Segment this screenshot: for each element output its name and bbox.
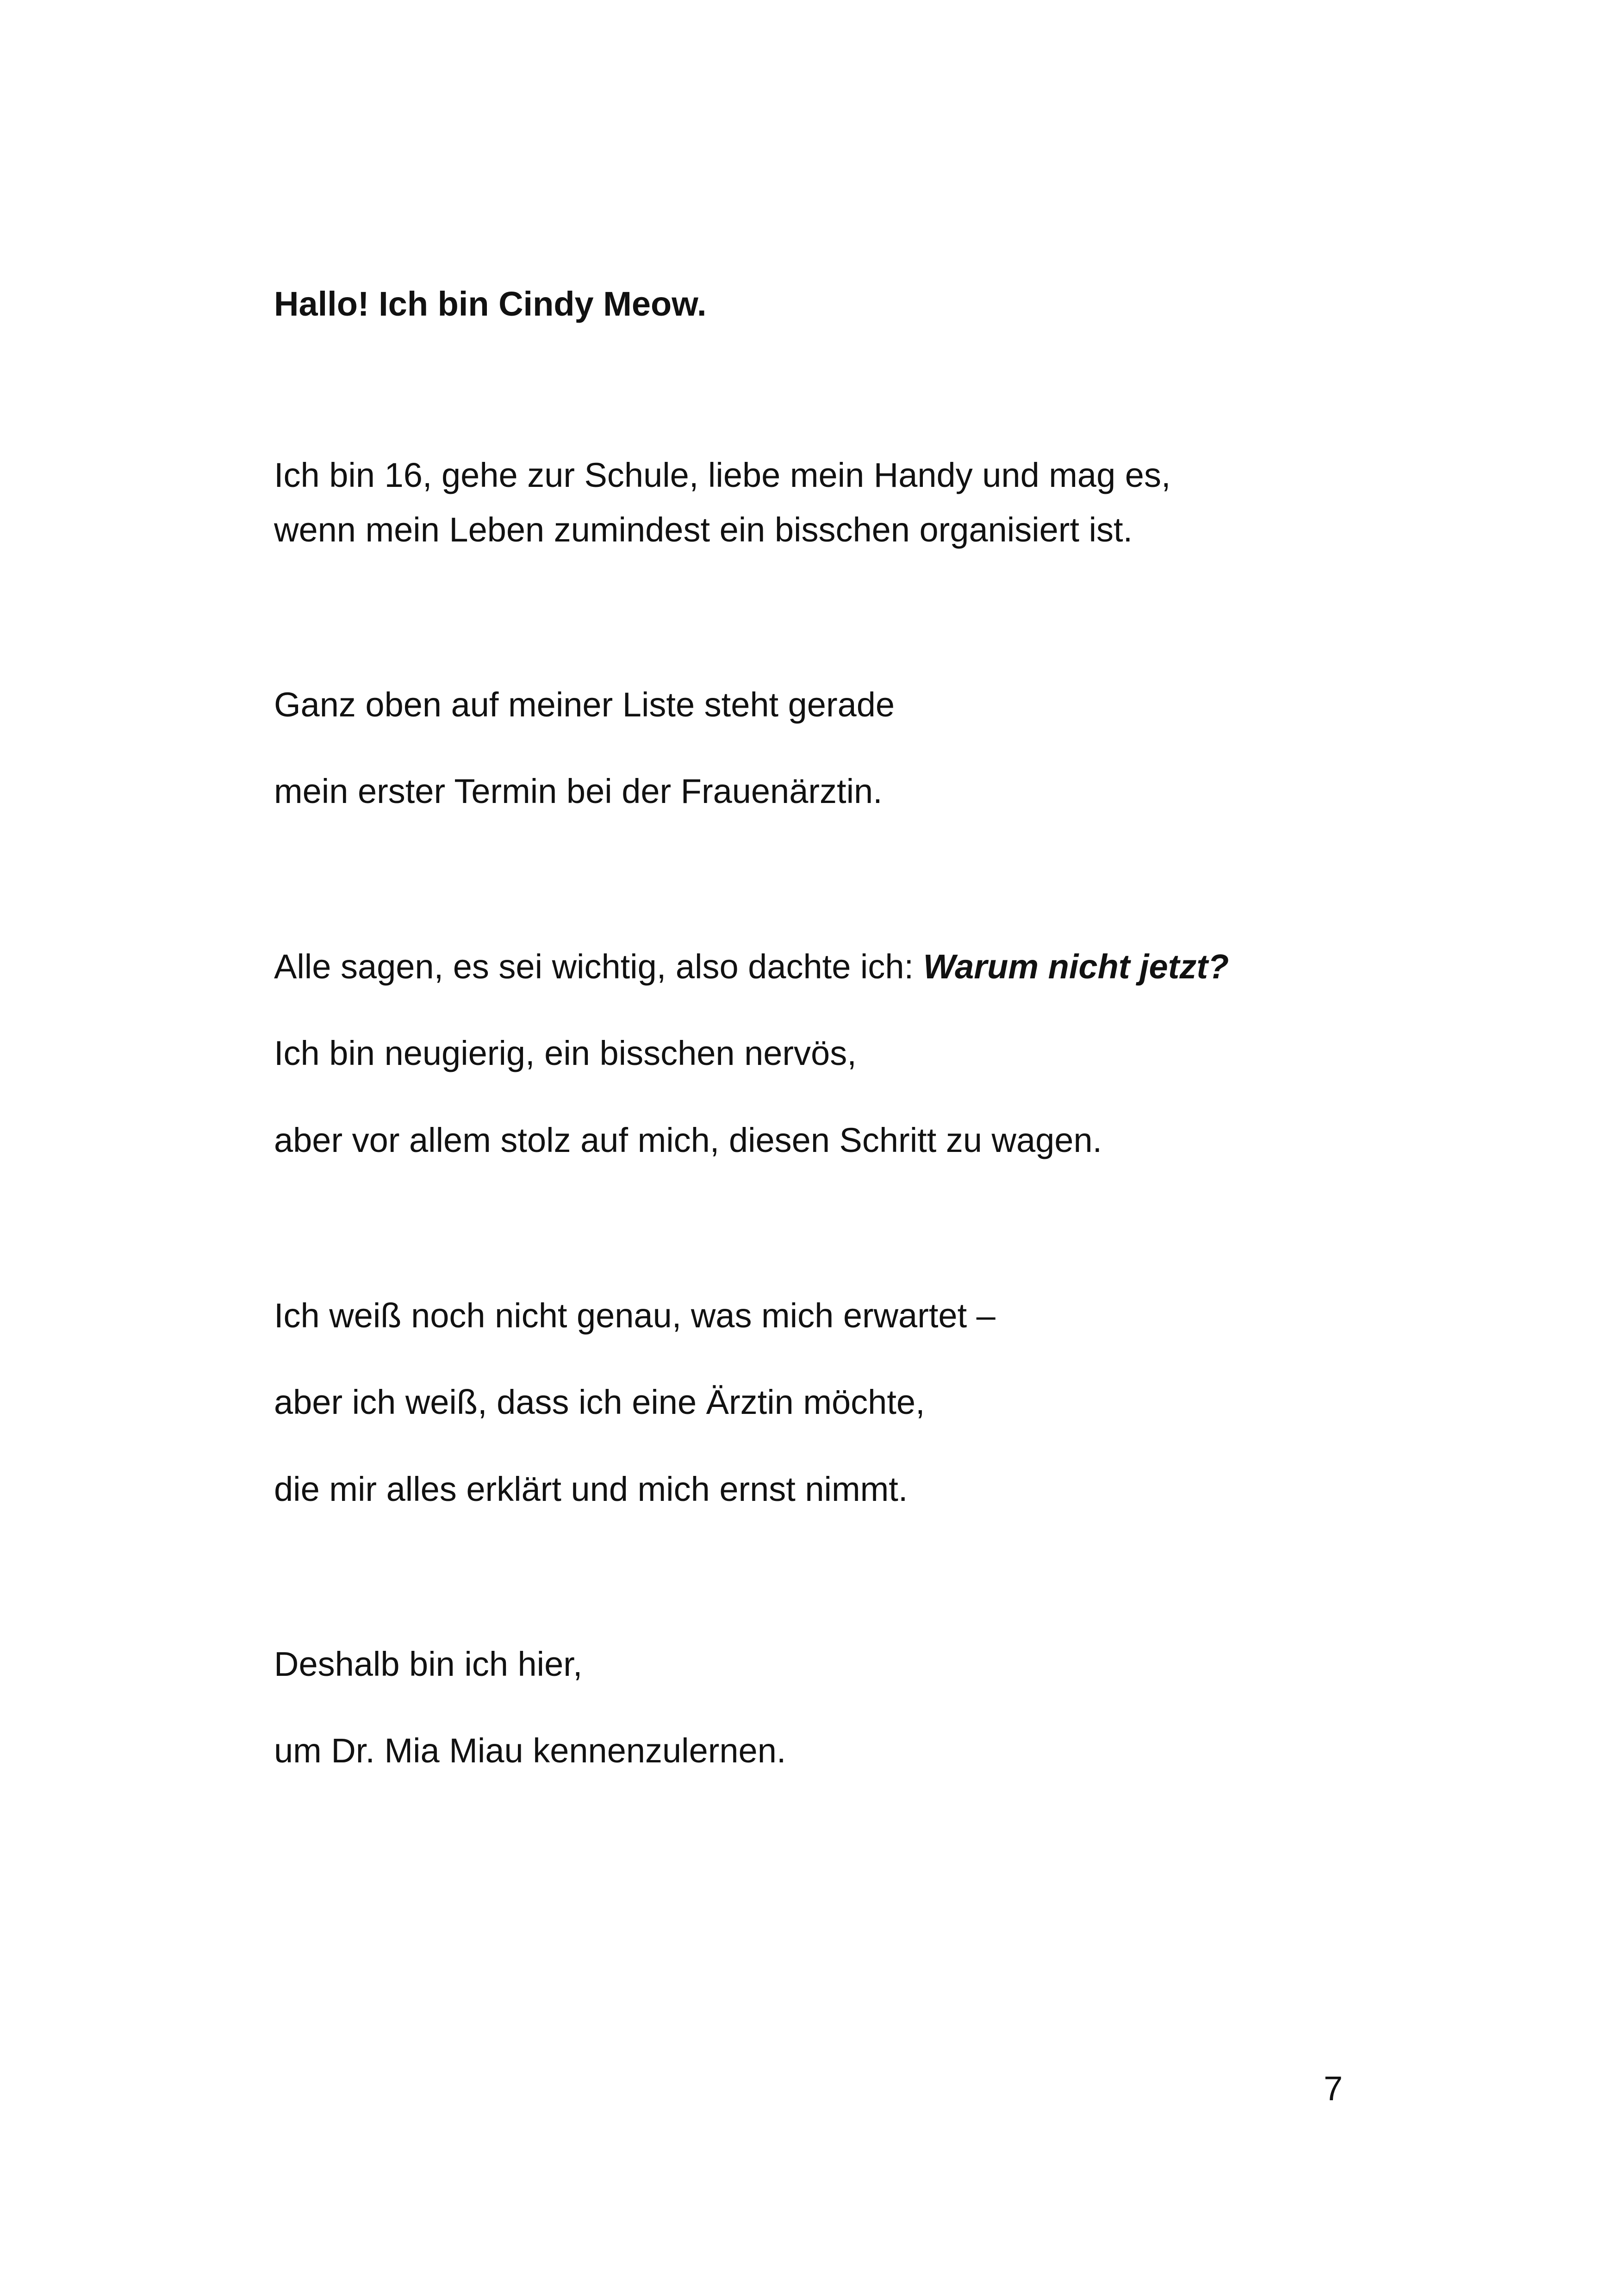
paragraph-4-line-1: Ich weiß noch nicht genau, was mich erwartet – [274,1296,996,1335]
paragraph-3-emphasis: Warum nicht jetzt? [923,947,1229,986]
page-heading: Hallo! Ich bin Cindy Meow. [274,285,707,323]
paragraph-3-line-2: Ich bin neugierig, ein bisschen nervös, [274,1034,857,1072]
paragraph-4-line-3: die mir alles erklärt und mich ernst nimmt. [274,1470,908,1508]
paragraph-2-line-2: mein erster Termin bei der Frauenärztin. [274,772,883,810]
paragraph-4-line-2: aber ich weiß, dass ich eine Ärztin möchte, [274,1383,925,1421]
page-number: 7 [1324,2069,1343,2108]
paragraph-5-line-1: Deshalb bin ich hier, [274,1645,583,1683]
paragraph-3-line-3: aber vor allem stolz auf mich, diesen Schritt zu wagen. [274,1121,1102,1159]
paragraph-1-line-1: Ich bin 16, gehe zur Schule, liebe mein Handy und mag es, [274,456,1171,494]
paragraph-5-line-2: um Dr. Mia Miau kennenzulernen. [274,1731,786,1770]
paragraph-3-line-1 [274,947,1229,986]
paragraph-2-line-1: Ganz oben auf meiner Liste steht gerade [274,685,895,724]
paragraph-1-line-2: wenn mein Leben zumindest ein bisschen organisiert ist. [274,510,1133,549]
paragraph-3-line-1-text: Alle sagen, es sei wichtig, also dachte ich: [274,947,923,986]
